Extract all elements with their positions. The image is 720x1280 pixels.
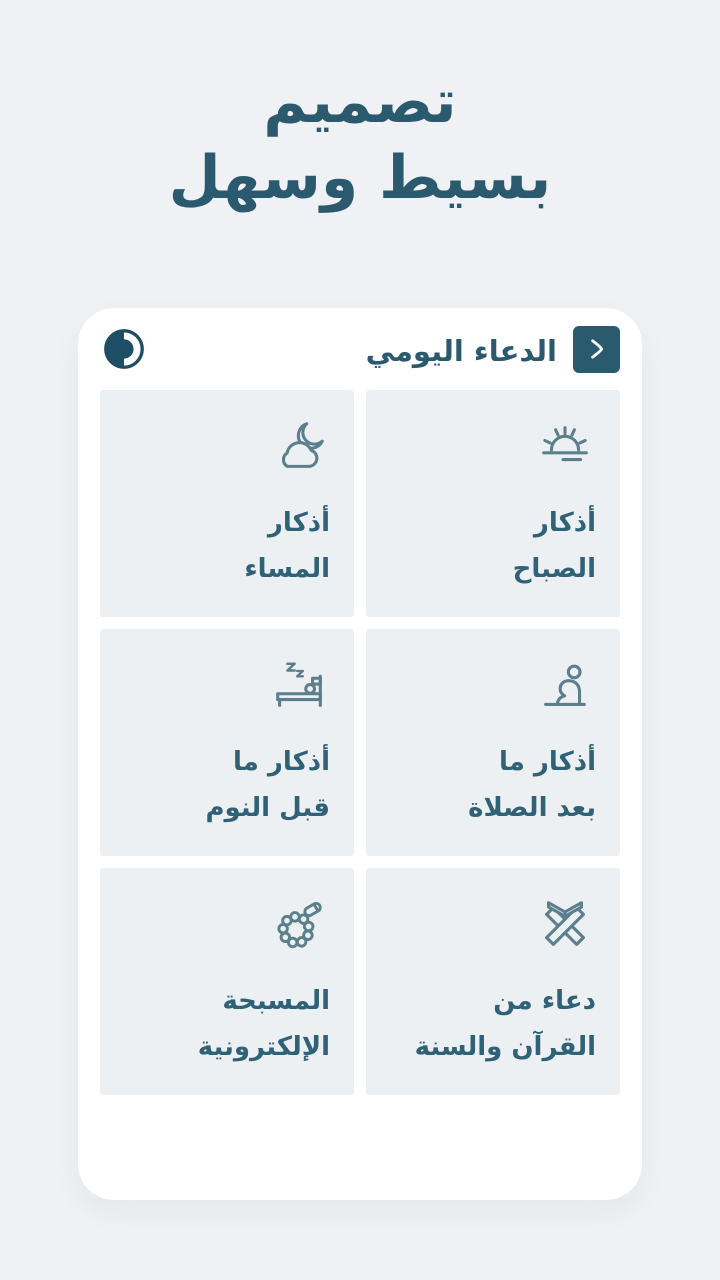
sleep-bed-icon bbox=[268, 655, 330, 721]
tile-morning-adhkar[interactable] bbox=[366, 390, 620, 617]
tile-label-line1: أذكار bbox=[533, 508, 596, 538]
tile-electronic-tasbih[interactable] bbox=[100, 868, 354, 1095]
tile-label-line1: أذكار ما bbox=[232, 747, 330, 777]
tile-label bbox=[124, 739, 330, 831]
app-screenshot-card bbox=[78, 308, 642, 1200]
tile-label-line2: المساء bbox=[244, 554, 330, 584]
prayer-beads-icon bbox=[268, 894, 330, 960]
tile-label-line2: بعد الصلاة bbox=[468, 793, 596, 823]
tile-quran-sunnah-dua[interactable] bbox=[366, 868, 620, 1095]
praying-person-icon bbox=[534, 655, 596, 721]
moon-cloud-icon bbox=[268, 416, 330, 482]
tile-label-line1: دعاء من bbox=[493, 986, 596, 1016]
chevron-back-icon bbox=[582, 334, 612, 364]
hero-heading-line2: بسيط وسهل bbox=[168, 143, 552, 213]
tile-after-prayer-adhkar[interactable] bbox=[366, 629, 620, 856]
tile-label bbox=[390, 978, 596, 1070]
tile-label-line2: قبل النوم bbox=[205, 793, 330, 823]
tile-label-line2: الصباح bbox=[512, 554, 596, 584]
back-button[interactable] bbox=[573, 326, 620, 373]
app-header bbox=[100, 325, 620, 373]
tile-label-line2: القرآن والسنة bbox=[414, 1032, 596, 1062]
adhkar-tile-grid bbox=[100, 390, 620, 1095]
page-title: الدعاء اليومي bbox=[365, 333, 557, 368]
theme-toggle-button[interactable] bbox=[100, 325, 148, 373]
tile-before-sleep-adhkar[interactable] bbox=[100, 629, 354, 856]
tile-label-line1: أذكار bbox=[267, 508, 330, 538]
tile-label bbox=[390, 500, 596, 592]
sunrise-icon bbox=[534, 416, 596, 482]
hero-heading-line1: تصميم bbox=[263, 67, 457, 137]
hero-heading bbox=[0, 64, 720, 216]
tile-label-line1: المسبحة bbox=[222, 986, 330, 1016]
tile-label-line2: الإلكترونية bbox=[197, 1032, 330, 1062]
quran-rehal-icon bbox=[534, 894, 596, 960]
tile-label-line1: أذكار ما bbox=[498, 747, 596, 777]
contrast-icon bbox=[101, 326, 147, 372]
tile-label bbox=[124, 500, 330, 592]
tile-label bbox=[124, 978, 330, 1070]
tile-evening-adhkar[interactable] bbox=[100, 390, 354, 617]
tile-label bbox=[390, 739, 596, 831]
